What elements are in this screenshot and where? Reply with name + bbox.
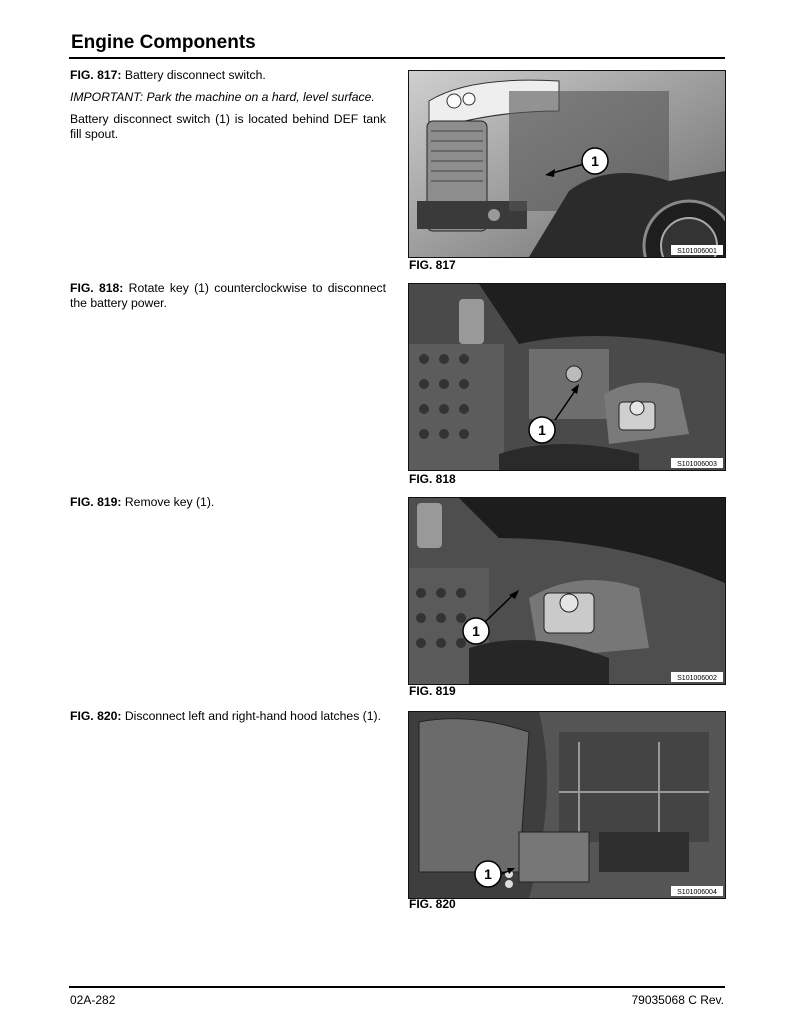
fig-820-image (408, 711, 726, 899)
fig-818-callout: 1 (538, 422, 546, 438)
fig-817-extra-text: Battery disconnect switch (1) is located behind DEF tank fill spout. (70, 112, 386, 141)
fig-820-label: FIG. 820: (70, 709, 122, 723)
fig-817-caption: FIG. 817 (409, 258, 456, 272)
fig-819-callout: 1 (472, 623, 480, 639)
fig-818-label: FIG. 818: (70, 281, 124, 295)
fig-820-image-code: S101006004 (677, 889, 717, 896)
fig-819-label: FIG. 819: (70, 495, 122, 509)
page-title: Engine Components (71, 32, 256, 53)
fig-817-label: FIG. 817: (70, 68, 122, 82)
fig-817-image (408, 70, 726, 258)
fig-819-caption: FIG. 819 (409, 684, 456, 698)
fig-819-image-code: S101006002 (677, 675, 717, 682)
fig-820-callout: 1 (484, 866, 492, 882)
fig-818-image-code: S101006003 (677, 461, 717, 468)
document-number: 79035068 C Rev. (631, 993, 724, 1007)
important-note: IMPORTANT: Park the machine on a hard, level surface. (70, 90, 375, 104)
fig-817-text: Battery disconnect switch. (124, 68, 266, 82)
fig-820-caption: FIG. 820 (409, 897, 456, 911)
header-rule (69, 57, 725, 59)
fig-818-image (408, 283, 726, 471)
fig-820-description (70, 709, 386, 724)
page-number: 02A-282 (70, 993, 116, 1007)
fig-819-description (70, 495, 386, 510)
fig-819-image (408, 497, 726, 685)
fig-818-description (70, 281, 386, 311)
fig-819-text: Remove key (1). (124, 495, 215, 509)
fig-818-text: Rotate key (1) counterclockwise to disconnect the battery power. (70, 281, 387, 310)
fig-818-caption: FIG. 818 (409, 472, 456, 486)
fig-817-callout: 1 (591, 153, 599, 169)
fig-817-description (70, 68, 386, 83)
fig-820-text: Disconnect left and right-hand hood latches (1). (124, 709, 381, 723)
footer-rule (69, 986, 725, 988)
fig-817-image-code: S101006001 (677, 248, 717, 255)
